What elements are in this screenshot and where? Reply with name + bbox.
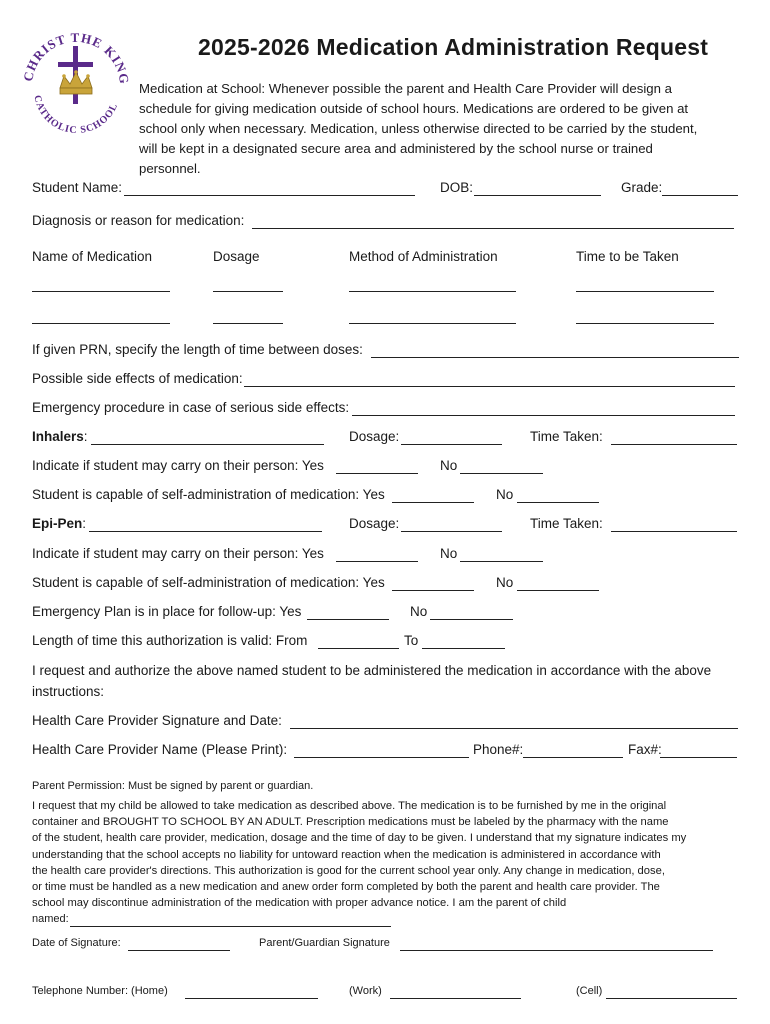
grade-label: Grade: <box>621 180 663 195</box>
phone-field[interactable] <box>523 757 623 758</box>
epipen-carry-no-label: No <box>440 546 458 561</box>
col-medication-name: Name of Medication <box>32 249 153 264</box>
hcp-signature-label: Health Care Provider Signature and Date: <box>32 713 282 728</box>
emergency-plan-no-field[interactable] <box>430 619 513 620</box>
epipen-self-admin-yes-field[interactable] <box>392 590 474 591</box>
telephone-cell-field[interactable] <box>606 998 737 999</box>
epipen-carry-yes-field[interactable] <box>336 561 418 562</box>
prn-label: If given PRN, specify the length of time between doses: <box>32 342 363 357</box>
hcp-name-field[interactable] <box>294 757 469 758</box>
intro-line: Medication at School: Whenever possible the parent and Health Care Provider will design a <box>139 81 672 96</box>
emergency-plan-label: Emergency Plan is in place for follow-up: Yes <box>32 604 302 619</box>
permission-line: or time must be handled as a new medication and anew order form completed by both the parent and health care provider. The <box>32 881 660 894</box>
school-logo <box>20 26 132 138</box>
inhaler-self-admin-yes-field[interactable] <box>392 502 474 503</box>
request-statement: I request and authorize the above named student to be administered the medication in accordance with the above <box>32 663 712 678</box>
side-effects-field[interactable] <box>244 386 735 387</box>
inhalers-field[interactable] <box>91 444 324 445</box>
crown-icon <box>60 70 92 94</box>
intro-line: personnel. <box>139 161 201 176</box>
date-signature-label: Date of Signature: <box>32 937 121 949</box>
dosage-field[interactable] <box>213 291 283 292</box>
method-field[interactable] <box>349 323 516 324</box>
inhaler-time-field[interactable] <box>611 444 737 445</box>
intro-line: will be kept in a designated secure area and administered by the school nurse or trained <box>139 141 653 156</box>
side-effects-label: Possible side effects of medication: <box>32 371 243 386</box>
parent-permission-heading: Parent Permission: Must be signed by parent or guardian. <box>32 780 314 792</box>
epipen-dosage-label: Dosage: <box>349 516 400 531</box>
telephone-home-label: Telephone Number: (Home) <box>32 985 168 997</box>
phone-label: Phone#: <box>473 742 524 757</box>
medication-name-field[interactable] <box>32 291 170 292</box>
inhaler-time-label: Time Taken: <box>530 429 603 444</box>
epipen-field[interactable] <box>89 531 322 532</box>
fax-field[interactable] <box>660 757 737 758</box>
epipen-self-admin-no-field[interactable] <box>517 590 599 591</box>
logo-text-top: CHRIST THE KING <box>20 29 132 86</box>
auth-length-label: Length of time this authorization is valid: From <box>32 633 308 648</box>
parent-signature-label: Parent/Guardian Signature <box>259 937 390 949</box>
intro-line: schedule for giving medication outside of school hours. Medications are ordered to be given at <box>139 101 689 116</box>
telephone-home-field[interactable] <box>185 998 318 999</box>
dosage-field[interactable] <box>213 323 283 324</box>
hcp-name-label: Health Care Provider Name (Please Print): <box>32 742 288 757</box>
auth-to-label: To <box>404 633 419 648</box>
child-named-field[interactable] <box>70 926 391 927</box>
permission-line: understanding that the school accepts no liability for untoward reaction when the medication is administered in accordance with <box>32 848 661 861</box>
request-statement-cont: instructions: <box>32 684 105 699</box>
inhaler-carry-label: Indicate if student may carry on their person: Yes <box>32 458 324 473</box>
method-field[interactable] <box>349 291 516 292</box>
date-signature-field[interactable] <box>128 950 230 951</box>
inhaler-carry-no-label: No <box>440 458 458 473</box>
child-named-label: named: <box>32 913 69 925</box>
page-title: 2025-2026 Medication Administration Request <box>198 34 709 60</box>
permission-line: of the student, health care provider, medication, dosage and the time of day to be given. I understand that my signature indicates my <box>32 832 687 845</box>
permission-line: container and BROUGHT TO SCHOOL BY AN ADULT. Prescription medications must be labeled by the pharmacy with the name <box>32 816 669 829</box>
prn-field[interactable] <box>371 357 739 358</box>
col-method: Method of Administration <box>349 249 498 264</box>
telephone-cell-label: (Cell) <box>576 985 603 997</box>
epipen-label: Epi-Pen: <box>32 516 87 531</box>
epipen-carry-label: Indicate if student may carry on their person: Yes <box>32 546 324 561</box>
student-name-field[interactable] <box>124 195 415 196</box>
col-time: Time to be Taken <box>576 249 679 264</box>
epipen-self-admin-label: Student is capable of self-administration of medication: Yes <box>32 575 385 590</box>
emergency-plan-no-label: No <box>410 604 428 619</box>
intro-paragraph <box>139 79 739 179</box>
dob-field[interactable] <box>474 195 601 196</box>
epipen-dosage-field[interactable] <box>401 531 502 532</box>
permission-line: school may discontinue administration of the medication with proper advance notice. I am the parent of child <box>32 897 567 910</box>
col-dosage: Dosage <box>213 249 260 264</box>
parent-permission-paragraph <box>32 798 747 911</box>
grade-field[interactable] <box>662 195 738 196</box>
auth-from-field[interactable] <box>318 648 399 649</box>
inhaler-self-admin-no-label: No <box>496 487 514 502</box>
inhaler-carry-no-field[interactable] <box>460 473 543 474</box>
medication-name-field[interactable] <box>32 323 170 324</box>
hcp-signature-field[interactable] <box>290 728 738 729</box>
parent-signature-field[interactable] <box>400 950 713 951</box>
telephone-work-field[interactable] <box>390 998 521 999</box>
fax-label: Fax#: <box>628 742 662 757</box>
epipen-time-field[interactable] <box>611 531 737 532</box>
emergency-plan-yes-field[interactable] <box>307 619 389 620</box>
inhaler-dosage-label: Dosage: <box>349 429 400 444</box>
inhalers-label: Inhalers: <box>32 429 88 444</box>
inhaler-carry-yes-field[interactable] <box>336 473 418 474</box>
time-field[interactable] <box>576 323 714 324</box>
time-field[interactable] <box>576 291 714 292</box>
epipen-time-label: Time Taken: <box>530 516 603 531</box>
diagnosis-field[interactable] <box>252 228 734 229</box>
emergency-procedure-field[interactable] <box>352 415 735 416</box>
inhaler-self-admin-no-field[interactable] <box>517 502 599 503</box>
permission-line: I request that my child be allowed to take medication as described above. The medication is to be furnished by me in the original <box>32 800 667 812</box>
intro-line: school only when necessary. Medication, unless otherwise directed to be carried by the student, <box>139 121 698 136</box>
logo-text-bottom: CATHOLIC SCHOOL <box>31 94 121 137</box>
permission-line: the health care provider's directions. This authorization is good for the current school year only. Any change in medication, dose, <box>32 864 665 877</box>
epipen-self-admin-no-label: No <box>496 575 514 590</box>
inhaler-dosage-field[interactable] <box>401 444 502 445</box>
inhaler-self-admin-label: Student is capable of self-administration of medication: Yes <box>32 487 385 502</box>
epipen-carry-no-field[interactable] <box>460 561 543 562</box>
student-name-label: Student Name: <box>32 180 123 195</box>
dob-label: DOB: <box>440 180 474 195</box>
diagnosis-label: Diagnosis or reason for medication: <box>32 213 245 228</box>
telephone-work-label: (Work) <box>349 985 382 997</box>
emergency-procedure-label: Emergency procedure in case of serious side effects: <box>32 400 350 415</box>
auth-to-field[interactable] <box>422 648 505 649</box>
